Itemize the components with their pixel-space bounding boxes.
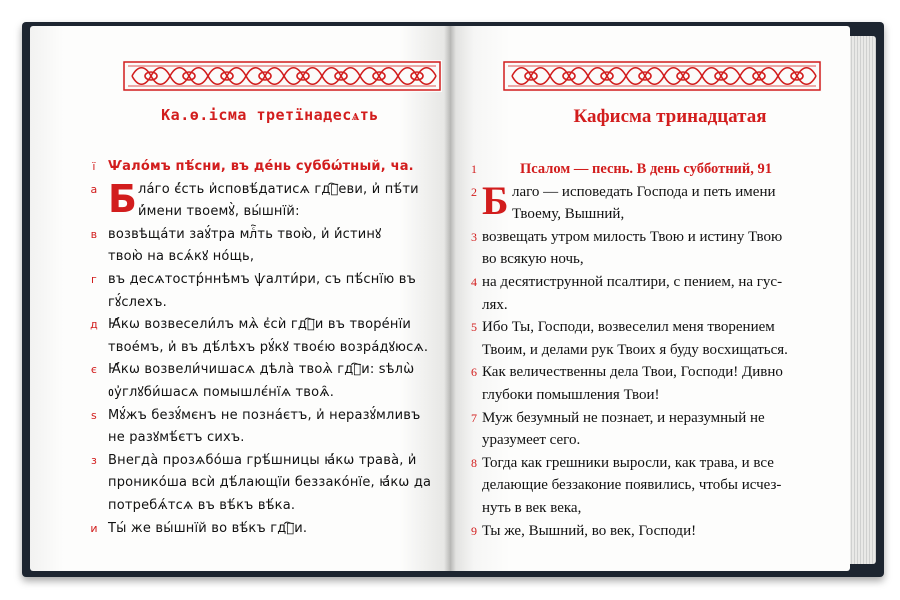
ornament-band-left — [122, 60, 442, 92]
verse-line — [108, 337, 448, 360]
verse-line — [482, 429, 827, 452]
verse-text: пронико́ша всѝ дѣ́лающїи беззако́нїе, ꙗ҆́кѡ да — [108, 475, 432, 491]
verse-line — [108, 246, 448, 269]
verse-number: 5 — [471, 320, 477, 335]
psalm-heading — [471, 158, 827, 181]
verse-text: Ты́ же вы́шнїй во вѣ́къ гдⷭ҇и. — [108, 520, 308, 536]
verse-line — [108, 201, 448, 224]
psalm-heading — [92, 156, 448, 179]
verse-text: въ десѧтостр́ннѣмъ ѱалти́ри, съ пѣ́снїю въ — [108, 271, 416, 287]
verse-text: Твоим, и делами рук Твоих я буду восхищаться. — [482, 341, 788, 358]
verse-text: во всякую ночь, — [482, 251, 584, 268]
verse-text: глубоки помышления Твои! — [482, 386, 660, 403]
verse-text: ᲂу҆глꙋби́шасѧ помышлє́нїѧ твоѧ̑. — [108, 384, 335, 400]
verse-line — [471, 361, 827, 384]
verse-text: возвещать утром милость Твою и истину Твою — [482, 228, 783, 245]
verse-text: потребѧ́тсѧ въ вѣ́къ вѣ́ка. — [108, 497, 296, 513]
verse-text: Внегда̀ прозѧбо́ша грѣ́шницы ꙗ҆́кѡ трава̀, и҆ — [108, 452, 417, 468]
drop-cap-initial: Б — [482, 177, 509, 223]
verse-line — [90, 224, 448, 247]
verse-line — [482, 339, 827, 362]
verse-number: а — [90, 182, 98, 196]
verse-text: твою̀ на всѧ́кꙋ но́щь, — [108, 249, 255, 265]
verse-number: г — [91, 272, 97, 286]
verse-text: Твоему, Вышний, — [512, 206, 625, 223]
verse-line — [482, 384, 827, 407]
verse-text: Ты же, Вышний, во век, Господи! — [482, 522, 697, 539]
verse-number: з — [90, 453, 98, 467]
ornament-band-right — [502, 60, 822, 92]
verse-text: твое́мъ, и҆ въ дѣ́лѣхъ рꙋ́кꙋ твоє́ю возра́дꙋюсѧ. — [108, 339, 429, 355]
verse-line — [108, 292, 448, 315]
verse-line — [482, 203, 827, 226]
verse-number: ѕ — [91, 408, 97, 422]
verse-line — [90, 314, 448, 337]
verse-number: 7 — [471, 410, 477, 425]
verse-line — [108, 472, 448, 495]
verse-number: 1 — [471, 162, 477, 176]
psalm-text-church-slavonic — [90, 156, 448, 540]
verse-line — [91, 405, 448, 428]
verse-text: Ибо Ты, Господи, возвеселил меня творением — [482, 319, 775, 336]
verse-number: 6 — [471, 365, 477, 380]
verse-number: 3 — [471, 229, 477, 244]
verse-number: д — [90, 318, 98, 332]
verse-number: є — [90, 363, 98, 377]
verse-text: Ꙗ҆́кѡ возвели́чишасѧ дѣла̀ твоѧ̀ гдⷭ҇и: ѕѣлѡ̀ — [108, 362, 415, 378]
verse-line — [90, 450, 448, 473]
verse-text: гꙋ́слехъ. — [108, 294, 167, 310]
verse-line — [108, 495, 448, 518]
verse-number: и — [90, 521, 98, 535]
verse-line — [108, 427, 448, 450]
verse-line — [482, 294, 827, 317]
verse-line — [471, 271, 827, 294]
page-edges — [846, 36, 876, 564]
verse-text: не разꙋмѣ́єтъ сихъ. — [108, 430, 245, 446]
verse-line — [482, 248, 827, 271]
verse-line — [471, 407, 827, 430]
verse-number: 8 — [471, 455, 477, 470]
verse-text: лаго — исповедать Господа и петь имени — [512, 183, 776, 200]
verse-text: Муж безумный не познает, и неразумный не — [482, 409, 765, 426]
verse-text: Тогда как грешники выросли, как трава, и все — [482, 454, 774, 471]
verse-number: 2 — [471, 184, 477, 199]
verse-line — [90, 359, 448, 382]
verse-line — [90, 518, 448, 541]
verse-text: на десятиструнной псалтири, с пением, на гус- — [482, 273, 783, 290]
verse-text: Мꙋ́жъ безꙋ́мєнъ не позна́єтъ, и҆ неразꙋ́мливъ — [108, 407, 421, 423]
verse-text: Как величественны дела Твои, Господи! Дивно — [482, 364, 783, 381]
verse-text: и҆́мени твоемꙋ̀, вы́шнїй: — [138, 204, 300, 220]
verse-line — [108, 382, 448, 405]
verse-text: возвѣща́ти заꙋ́тра млⷭ҇ть твою̀, и҆ и҆́стинꙋ — [108, 226, 382, 242]
verse-line — [471, 226, 827, 249]
verse-number: в — [90, 227, 98, 241]
verse-line — [471, 316, 827, 339]
verse-line — [91, 269, 448, 292]
verse-text: уразумеет сего. — [482, 432, 581, 449]
drop-cap-initial: Б — [108, 176, 138, 221]
verse-number: ї — [92, 160, 96, 173]
verse-number: 9 — [471, 523, 477, 538]
verse-text: Ѱало́мъ пѣ́сни, въ де́нь суббѡ́тный, ча. — [108, 159, 414, 174]
verse-number: 4 — [471, 274, 477, 289]
verse-line — [471, 520, 827, 543]
verse-text: нуть в век века, — [482, 499, 582, 516]
verse-text: делающие беззаконие появились, чтобы исчез- — [482, 477, 782, 494]
verse-text: Ꙗ҆́кѡ возвесели́лъ мѧ̀ є҆сѝ гдⷭ҇и въ творе́нїи — [108, 317, 412, 333]
page-title-russian: Кафисма тринадцатая — [573, 106, 767, 127]
verse-text: ла́го є҆́сть и҆сповѣ́датисѧ гдⷭ҇еви, и҆ пѣ́ти — [138, 181, 419, 197]
show-through-ink — [655, 470, 750, 520]
verse-text: лях. — [482, 296, 508, 313]
page-title-church-slavonic: Ка.ѳ.ісма третїнадесѧть — [161, 106, 379, 124]
verse-text: Псалом — песнь. В день субботний, 91 — [520, 161, 773, 177]
